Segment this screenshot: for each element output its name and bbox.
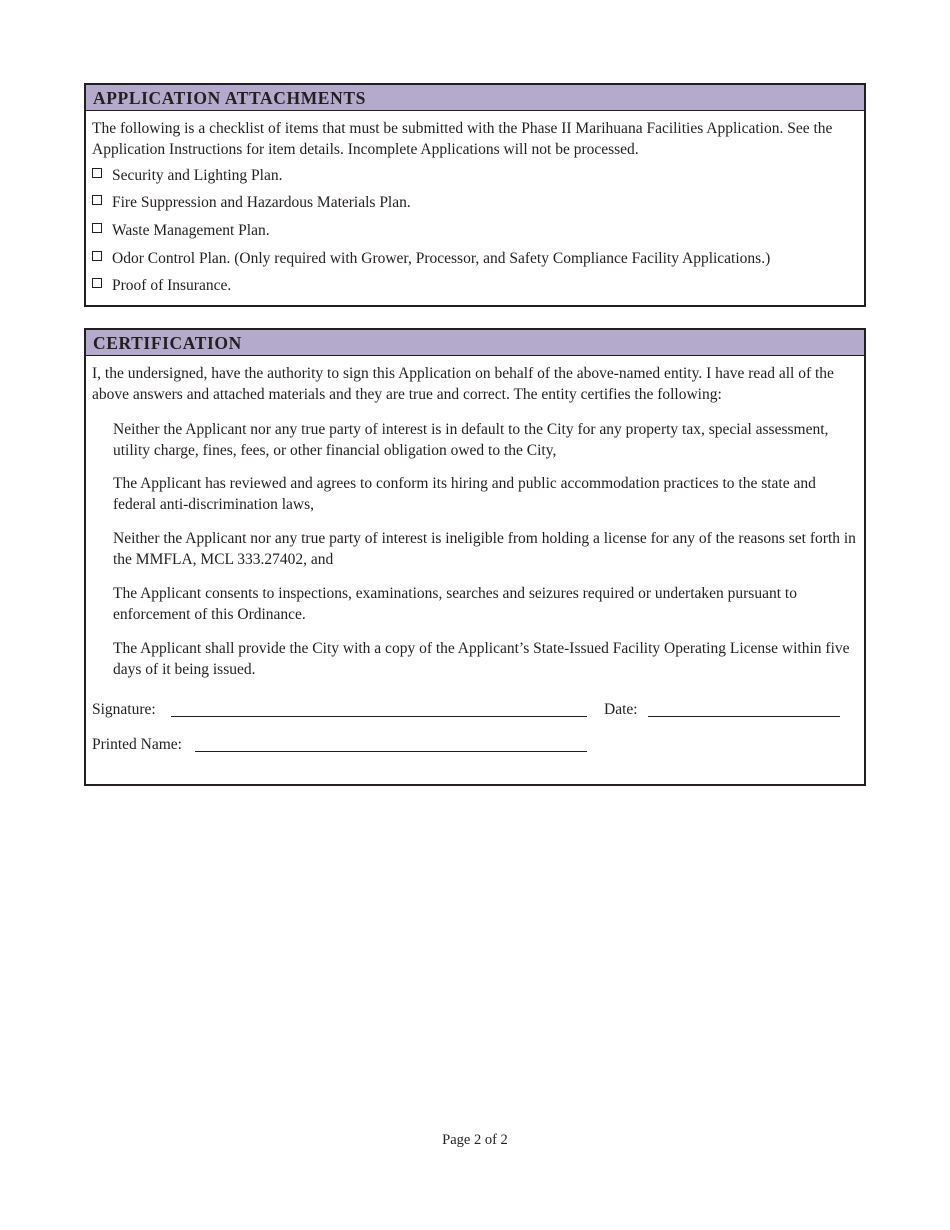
checklist-item-label: Proof of Insurance. — [112, 277, 232, 294]
checkbox[interactable] — [92, 168, 102, 178]
printed-name-label: Printed Name: — [92, 736, 182, 753]
page-number: Page 2 of 2 — [442, 1132, 508, 1148]
certification-item: Neither the Applicant nor any true party of interest is ineligible from holding a license for any of the reasons set forth in the MMFLA, MCL 333.27402, and — [113, 530, 856, 568]
certification-item: The Applicant has reviewed and agrees to conform its hiring and public accommodation practices to the state and federal anti-discrimination laws, — [113, 475, 816, 513]
checklist-item-waste-management[interactable] — [92, 221, 270, 241]
date-label: Date: — [604, 701, 638, 718]
certification-item: The Applicant shall provide the City with a copy of the Applicant’s State-Issued Facility Operating License within five days of it being issued. — [113, 640, 850, 678]
date-field[interactable] — [648, 716, 840, 717]
certification-item: The Applicant consents to inspections, examinations, searches and seizures required or undertaken pursuant to enforcement of this Ordinance. — [113, 585, 797, 623]
checklist-item-fire-suppression[interactable] — [92, 193, 411, 213]
checkbox[interactable] — [92, 195, 102, 205]
checkbox[interactable] — [92, 223, 102, 233]
checklist-item-label: Fire Suppression and Hazardous Materials Plan. — [112, 194, 411, 211]
certification-item: Neither the Applicant nor any true party of interest is in default to the City for any property tax, special assessment, utility charge, fines, fees, or other financial obligation owed to the City, — [113, 421, 829, 459]
signature-field[interactable] — [171, 716, 587, 717]
attachments-intro: The following is a checklist of items that must be submitted with the Phase II Marihuana Facilities Application. See the Application Instructions for item details. Incomplete Applications will not be processed. — [92, 120, 833, 158]
checklist-item-odor-control[interactable] — [92, 249, 770, 269]
certification-intro: I, the undersigned, have the authority to sign this Application on behalf of the above-named entity. I have read all of the above answers and attached materials and they are true and correct. The entity certifies the following: — [92, 365, 834, 403]
checklist-item-proof-of-insurance[interactable] — [92, 276, 231, 296]
checklist-item-label: Odor Control Plan. (Only required with Grower, Processor, and Safety Compliance Facility Applications.) — [112, 250, 771, 267]
attachments-header: APPLICATION ATTACHMENTS — [86, 85, 864, 111]
signature-label: Signature: — [92, 701, 156, 718]
attachments-section — [84, 83, 866, 307]
printed-name-field[interactable] — [195, 751, 587, 752]
certification-section — [84, 328, 866, 786]
checklist-item-label: Security and Lighting Plan. — [112, 167, 283, 184]
checkbox[interactable] — [92, 278, 102, 288]
certification-header: CERTIFICATION — [86, 330, 864, 356]
checklist-item-security-lighting[interactable] — [92, 166, 282, 186]
checklist-item-label: Waste Management Plan. — [112, 222, 270, 239]
checkbox[interactable] — [92, 251, 102, 261]
